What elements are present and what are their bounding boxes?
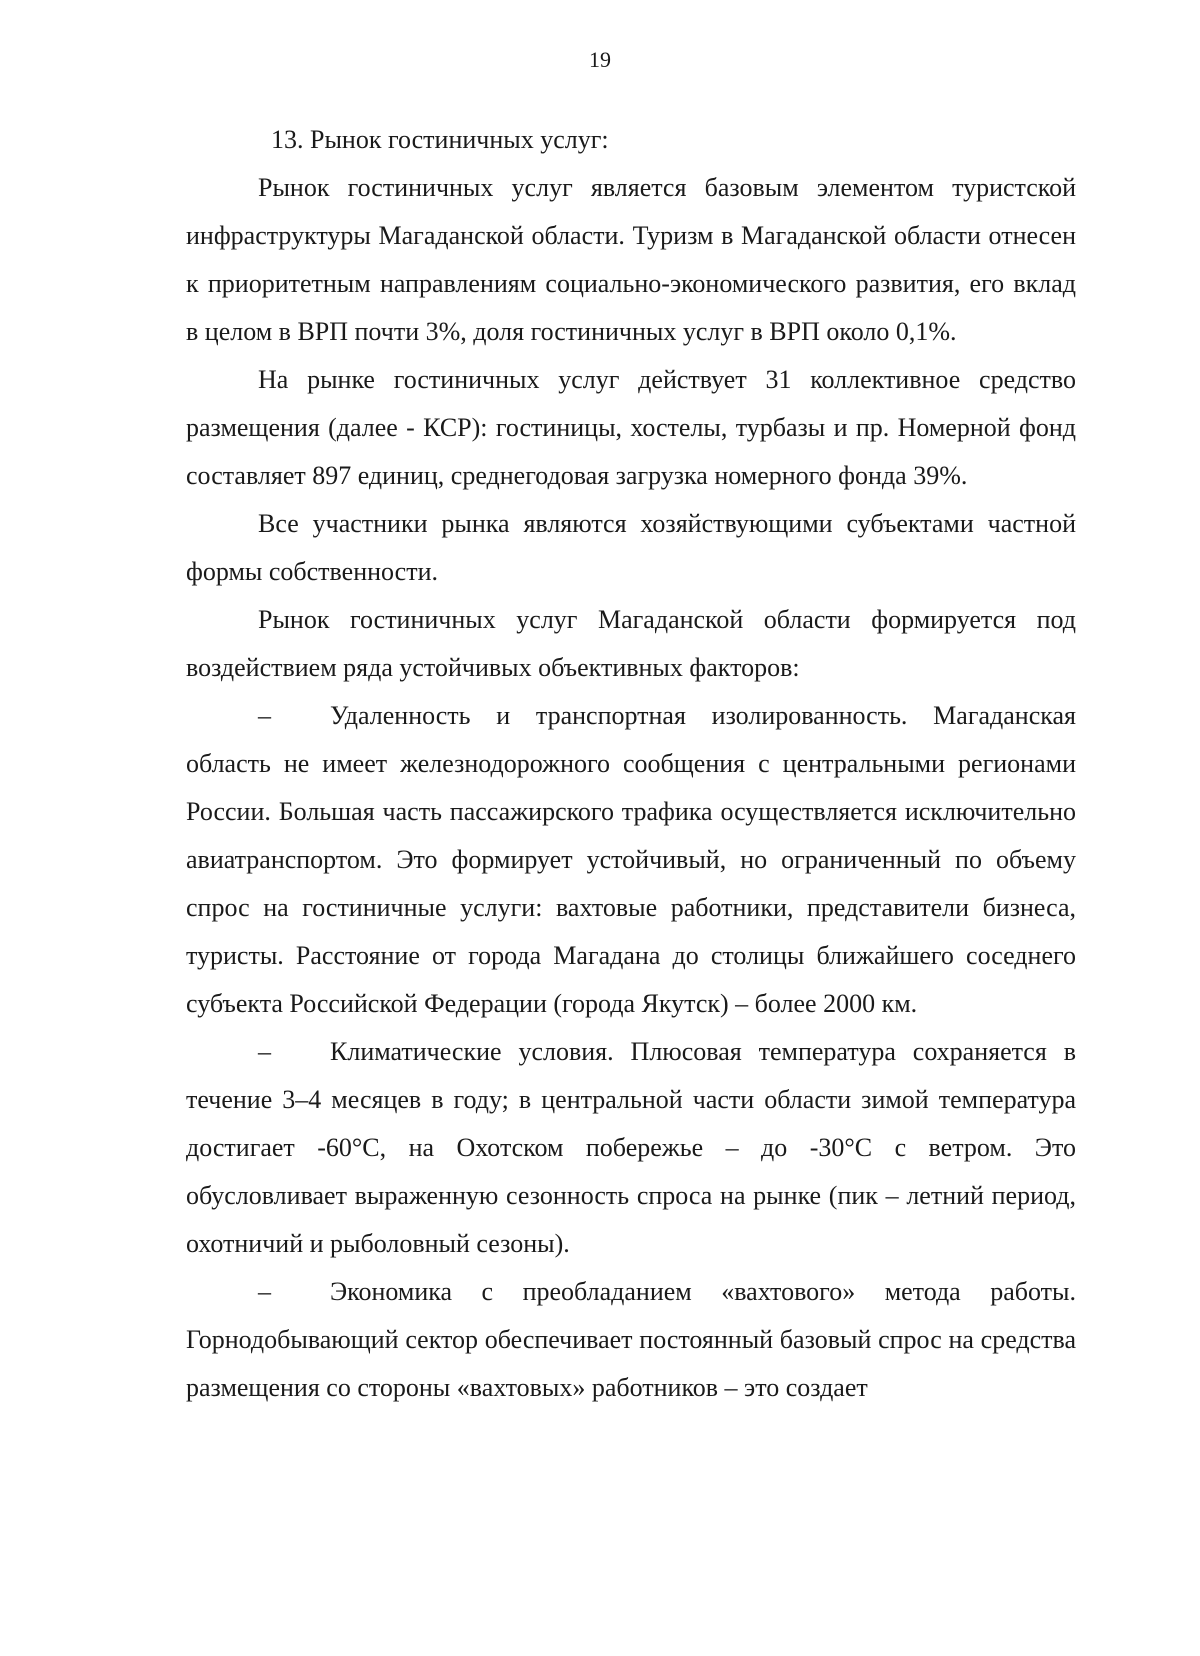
bullet-dash: – [258,1037,271,1066]
bullet-item [186,1028,1076,1268]
paragraph: Рынок гостиничных услуг Магаданской области формируется под воздействием ряда устойчивых объективных факторов: [186,605,1076,682]
section-heading: 13. Рынок гостиничных услуг: [271,125,609,154]
bullet-dash: – [258,1277,271,1306]
bullet-item [186,1268,1076,1412]
bullet-text: Климатические условия. Плюсовая температура сохраняется в течение 3–4 месяцев в году; в центральной части области зимой температура достигает -60°С, на Охотском побережье – до -30°С с ветром. Это обусловливает выраженную сезонность спроса на рынке (пик – летний период, охотничий и рыболовный сезоны). [186,1037,1076,1258]
bullet-text: Удаленность и транспортная изолированность. Магаданская область не имеет железнодорожного сообщения с центральными регионами России. Большая часть пассажирского трафика осуществляется исключительно авиатранспортом. Это формирует устойчивый, но ограниченный по объему спрос на гостиничные услуги: вахтовые работники, представители бизнеса, туристы. Расстояние от города Магадана до столицы ближайшего соседнего субъекта Российской Федерации (города Якутск) – более 2000 км. [186,701,1076,1018]
paragraph: Все участники рынка являются хозяйствующими субъектами частной формы собственности. [186,509,1076,586]
paragraph: Рынок гостиничных услуг является базовым элементом туристской инфраструктуры Магаданской области. Туризм в Магаданской области отнесен к приоритетным направлениям социально-экономического развития, его вклад в целом в ВРП почти 3%, доля гостиничных услуг в ВРП около 0,1%. [186,173,1076,346]
document-body [186,116,1076,1412]
page-number: 19 [589,47,611,72]
bullet-dash: – [258,701,271,730]
bullet-text: Экономика с преобладанием «вахтового» метода работы. Горнодобывающий сектор обеспечивает постоянный базовый спрос на средства размещения со стороны «вахтовых» работников – это создает [186,1277,1076,1402]
bullet-item [186,692,1076,1028]
paragraph: На рынке гостиничных услуг действует 31 коллективное средство размещения (далее - КСР): гостиницы, хостелы, турбазы и пр. Номерной фонд составляет 897 единиц, среднегодовая загрузка номерного фонда 39%. [186,365,1076,490]
